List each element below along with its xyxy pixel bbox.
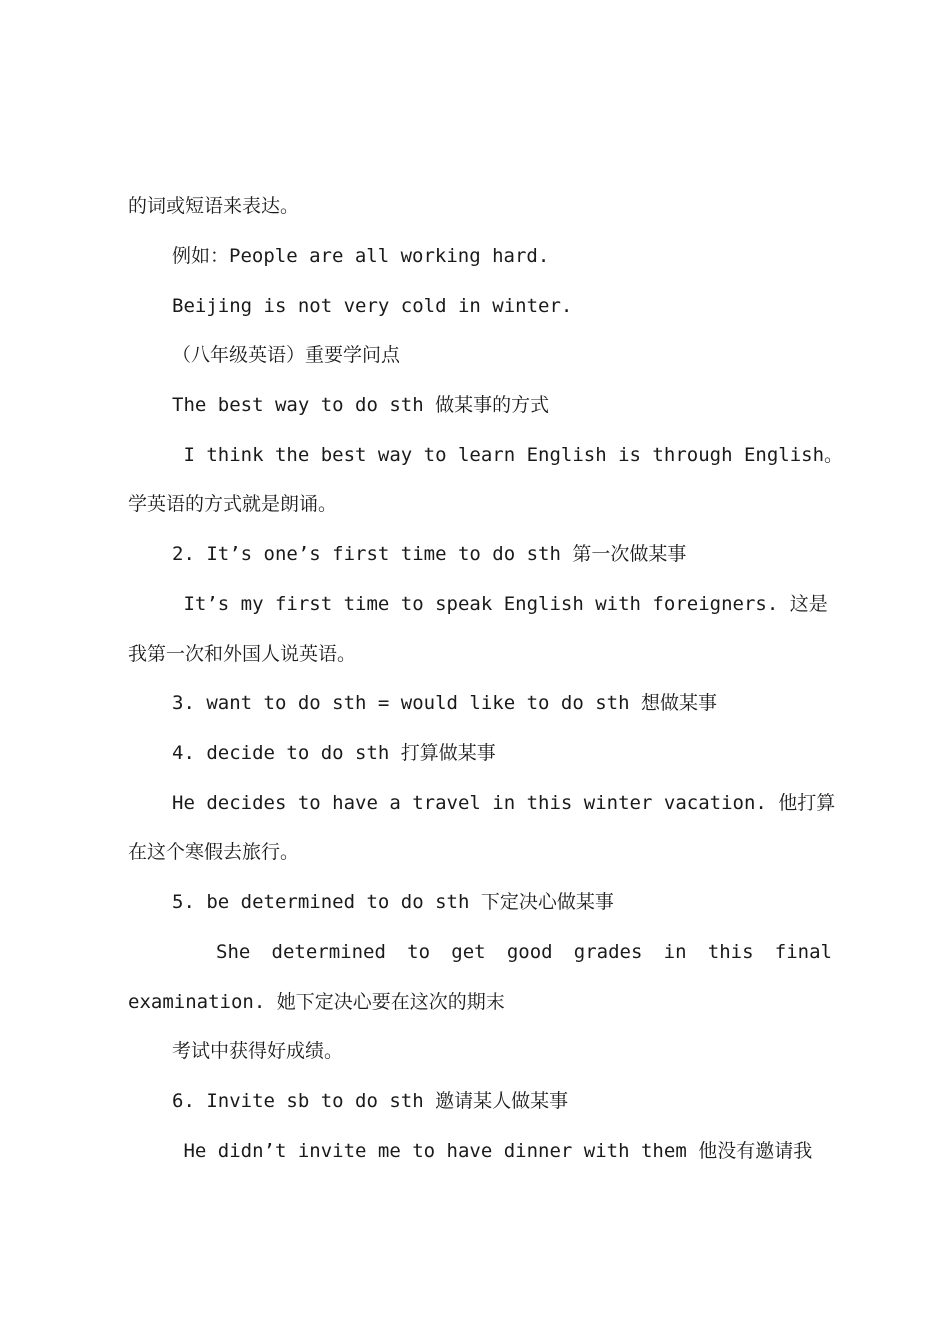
- word: to: [407, 941, 431, 963]
- word: determined: [271, 941, 386, 963]
- word: get: [451, 941, 486, 963]
- word: final: [774, 941, 832, 963]
- word: in: [663, 941, 687, 963]
- text-line: 考试中获得好成绩。: [172, 1040, 344, 1062]
- text-line: examination. 她下定决心要在这次的期末: [128, 991, 505, 1013]
- word: She: [216, 941, 251, 963]
- text-line: 3. want to do sth = would like to do sth 想做某事: [172, 692, 717, 714]
- text-line: 2. It’s one’s first time to do sth 第一次做某事: [172, 543, 687, 565]
- word: good: [506, 941, 553, 963]
- text-line: He didn’t invite me to have dinner with them 他没有邀请我: [172, 1140, 813, 1162]
- text-line: The best way to do sth 做某事的方式: [172, 394, 550, 416]
- text-line: 的词或短语来表达。: [128, 195, 300, 217]
- text-line: It’s my first time to speak English with foreigners. 这是: [172, 593, 828, 615]
- text-line: I think the best way to learn English is through English。: [172, 444, 844, 466]
- text-line: He decides to have a travel in this winter vacation. 他打算: [172, 792, 836, 814]
- text-line: 4. decide to do sth 打算做某事: [172, 742, 496, 764]
- text-line: 学英语的方式就是朗诵。: [128, 493, 338, 515]
- text-line: 6. Invite sb to do sth 邀请某人做某事: [172, 1090, 569, 1112]
- section-heading: （八年级英语）重要学问点: [172, 344, 401, 366]
- text-line: 我第一次和外国人说英语。: [128, 643, 357, 665]
- text-line: 例如：People are all working hard.: [172, 245, 550, 267]
- word: this: [707, 941, 754, 963]
- text-line: Beijing is not very cold in winter.: [172, 295, 573, 317]
- word: grades: [573, 941, 643, 963]
- text-line: 在这个寒假去旅行。: [128, 841, 300, 863]
- text-line: 5. be determined to do sth 下定决心做某事: [172, 891, 614, 913]
- justified-text-line: [216, 938, 832, 966]
